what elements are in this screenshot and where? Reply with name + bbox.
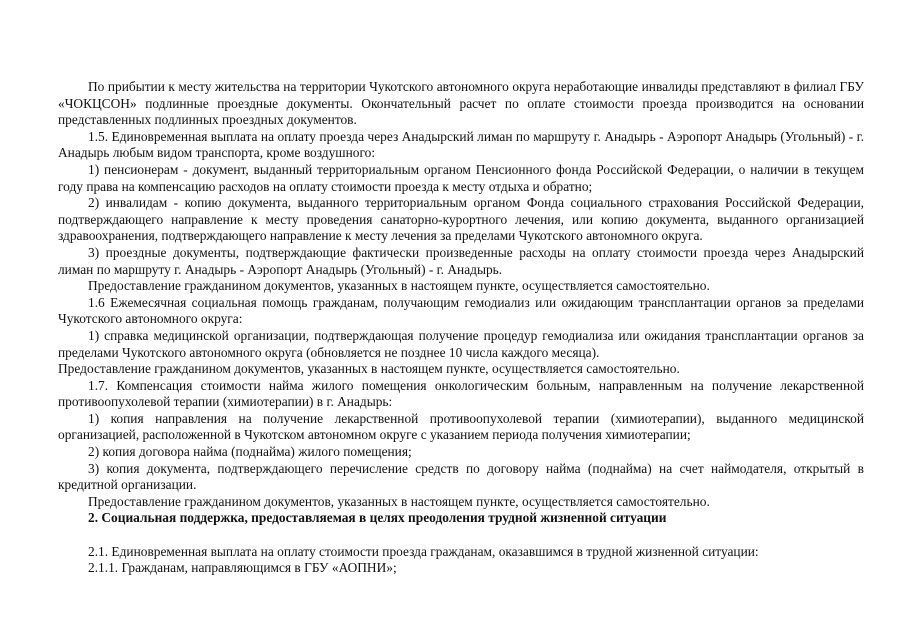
paragraph-1-6-heading: 1.6 Ежемесячная социальная помощь гражданам, получающим гемодиализ или ожидающим трансплантации органов за пределами Чукотского автономного округа:	[58, 294, 864, 327]
blank-line	[58, 527, 864, 544]
paragraph-1-7-item-1: 1) копия направления на получение лекарственной противоопухолевой терапии (химиотерапии), выданного медицинской организацией, расположенной в Чукотском автономном округе с указанием периода получения химиотерапии;	[58, 410, 864, 443]
document-page	[58, 79, 864, 577]
paragraph-1-7-note: Предоставление гражданином документов, указанных в настоящем пункте, осуществляется самостоятельно.	[88, 493, 710, 509]
paragraph-arrival-documents: По прибытии к месту жительства на территории Чукотского автономного округа неработающие инвалиды представляют в филиал ГБУ «ЧОКЦСОН» подлинные проездные документы. Окончательный расчет по оплате стоимости проезда производится на основании представленных подлинных проездных документов.	[58, 79, 864, 128]
paragraph-1-7-heading: 1.7. Компенсация стоимости найма жилого помещения онкологическим больным, направленным на получение лекарственной противоопухолевой терапии (химиотерапии) в г. Анадырь:	[58, 377, 864, 410]
paragraph-1-5-item-3: 3) проездные документы, подтверждающие фактически произведенные расходы на оплату стоимости проезда через Анадырский лиман по маршруту г. Анадырь - Аэропорт Анадырь (Угольный) - г. Анадырь.	[58, 244, 864, 277]
paragraph-1-7-item-2: 2) копия договора найма (поднайма) жилого помещения;	[88, 444, 412, 460]
paragraph-1-5-item-1: 1) пенсионерам - документ, выданный территориальным органом Пенсионного фонда Российской Федерации, о наличии в текущем году права на компенсацию расходов на оплату стоимости проезда к месту отдыха и обратно;	[58, 161, 864, 194]
paragraph-1-5-item-2: 2) инвалидам - копию документа, выданного территориальным органом Фонда социального страхования Российской Федерации, подтверждающего направление к месту проведения санаторно-курортного лечения, или копию документа, выданного организацией здравоохранения, подтверждающего направление к месту лечения за пределами Чукотского автономного округа.	[58, 195, 864, 244]
paragraph-1-7-item-3: 3) копия документа, подтверждающего перечисление средств по договору найма (поднайма) на счет наймодателя, открытый в кредитной организации.	[58, 460, 864, 493]
paragraph-1-6-item-1: 1) справка медицинской организации, подтверждающая получение процедур гемодиализа или ожидания трансплантации органов за пределами Чукотского автономного округа (обновляется не позднее 10 числа каждого месяца).	[58, 327, 864, 360]
paragraph-1-5-note: Предоставление гражданином документов, указанных в настоящем пункте, осуществляется самостоятельно.	[88, 278, 710, 294]
section-2-heading: 2. Социальная поддержка, предоставляемая в целях преодоления трудной жизненной ситуации	[88, 510, 667, 526]
paragraph-1-6-note: Предоставление гражданином документов, указанных в настоящем пункте, осуществляется самостоятельно.	[58, 361, 680, 377]
paragraph-1-5-heading: 1.5. Единовременная выплата на оплату проезда через Анадырский лиман по маршруту г. Анадырь - Аэропорт Анадырь (Угольный) - г. Анадырь любым видом транспорта, кроме воздушного:	[58, 128, 864, 161]
paragraph-2-1: 2.1. Единовременная выплата на оплату стоимости проезда гражданам, оказавшимся в трудной жизненной ситуации:	[88, 543, 759, 559]
paragraph-2-1-1: 2.1.1. Гражданам, направляющимся в ГБУ «АОПНИ»;	[88, 560, 397, 576]
